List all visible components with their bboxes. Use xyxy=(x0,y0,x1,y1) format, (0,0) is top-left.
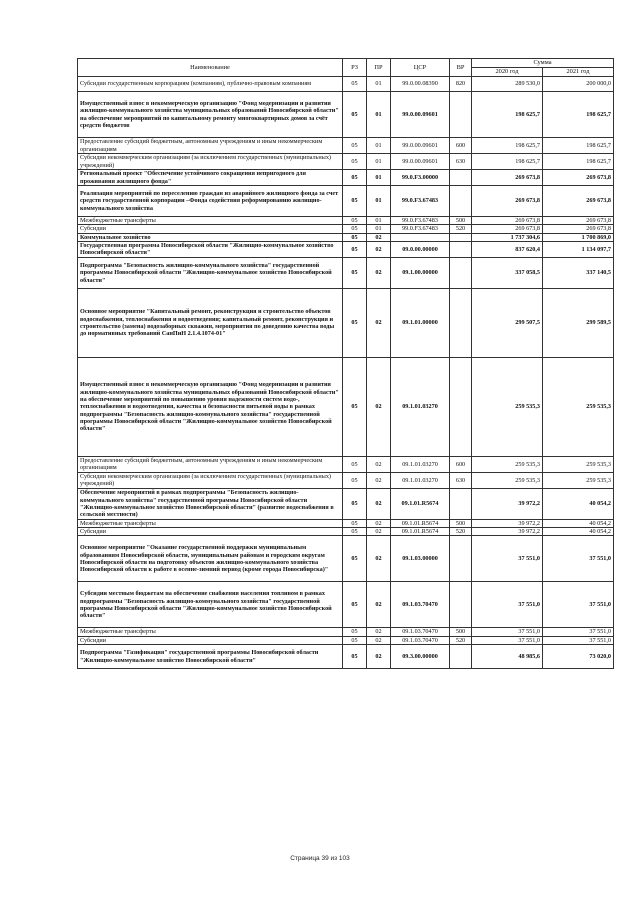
table-row xyxy=(78,170,614,186)
row-csr-cell: 09.1.01.00000 xyxy=(391,288,450,357)
row-sum-2021-cell: 37 551,0 xyxy=(543,536,614,582)
row-pr-cell: 02 xyxy=(367,472,391,488)
row-pr-cell: 02 xyxy=(367,528,391,536)
row-pr-cell: 02 xyxy=(367,519,391,527)
row-pr-cell: 01 xyxy=(367,154,391,170)
row-sum-2020-cell: 39 972,2 xyxy=(472,519,543,527)
table-row xyxy=(78,154,614,170)
row-pr-cell: 02 xyxy=(367,288,391,357)
row-pr-cell: 02 xyxy=(367,257,391,288)
row-pr-cell: 01 xyxy=(367,92,391,138)
row-name-cell: Региональный проект "Обеспечение устойчивого сокращения непригодного для проживания жилищного фонда" xyxy=(78,170,343,186)
row-name-cell: Реализация мероприятий по переселению граждан из аварийного жилищного фонда за счет средств государственной корпорации –Фонда содействия реформированию жилищно-коммунального хозяйства xyxy=(78,186,343,217)
header-sum: Сумма xyxy=(472,59,614,68)
row-csr-cell: 09.1.01.R5674 xyxy=(391,488,450,519)
row-csr-cell xyxy=(391,233,450,241)
table-body xyxy=(78,77,614,669)
row-csr-cell: 99.0.F3.67483 xyxy=(391,225,450,233)
row-name-cell: Коммунальное хозяйство xyxy=(78,233,343,241)
row-pr-cell: 02 xyxy=(367,488,391,519)
header-year-2020: 2020 год xyxy=(472,68,543,77)
row-vr-cell xyxy=(450,170,472,186)
row-sum-2021-cell: 269 673,8 xyxy=(543,225,614,233)
header-pr: ПР xyxy=(367,59,391,77)
row-csr-cell: 09.1.03.70470 xyxy=(391,582,450,628)
row-name-cell: Субсидии местным бюджетам на обеспечение снабжения населения топливом в рамках подпрограммы "Безопасность жилищно-коммунального хозяйства" государственной программы Новосибирской области "Жилищно-коммунальное хозяйство Новосибирской области" xyxy=(78,582,343,628)
row-sum-2020-cell: 198 625,7 xyxy=(472,92,543,138)
row-vr-cell xyxy=(450,186,472,217)
row-pr-cell: 02 xyxy=(367,645,391,669)
row-name-cell: Субсидии xyxy=(78,636,343,644)
row-name-cell: Имущественный взнос в некоммерческую организацию "Фонд модернизации и развития жилищно-коммунального хозяйства муниципальных образований Новосибирской области" на обеспечение мероприятий по капитальному ремонту многоквартирных домов за счёт средств бюджетов xyxy=(78,92,343,138)
row-name-cell: Субсидии xyxy=(78,528,343,536)
row-sum-2021-cell: 299 589,5 xyxy=(543,288,614,357)
row-sum-2021-cell: 198 625,7 xyxy=(543,154,614,170)
row-rz-cell: 05 xyxy=(343,217,367,225)
row-name-cell: Подпрограмма "Газификация" государственной программы Новосибирской области "Жилищно-коммунальное хозяйство Новосибирской области" xyxy=(78,645,343,669)
row-name-cell: Межбюджетные трансферты xyxy=(78,217,343,225)
table-row xyxy=(78,288,614,357)
row-sum-2020-cell: 37 551,0 xyxy=(472,636,543,644)
header-name: Наименование xyxy=(78,59,343,77)
row-pr-cell: 01 xyxy=(367,138,391,154)
row-rz-cell: 05 xyxy=(343,582,367,628)
row-csr-cell: 99.0.00.08390 xyxy=(391,77,450,92)
table-row xyxy=(78,519,614,527)
row-vr-cell xyxy=(450,488,472,519)
row-name-cell: Субсидии некоммерческим организациям (за исключением государственных (муниципальных) учреждений) xyxy=(78,154,343,170)
row-sum-2020-cell: 37 551,0 xyxy=(472,628,543,636)
table-row xyxy=(78,472,614,488)
row-vr-cell: 520 xyxy=(450,225,472,233)
row-pr-cell: 02 xyxy=(367,636,391,644)
row-vr-cell xyxy=(450,241,472,257)
row-sum-2020-cell: 299 507,5 xyxy=(472,288,543,357)
row-rz-cell: 05 xyxy=(343,519,367,527)
row-rz-cell: 05 xyxy=(343,241,367,257)
row-sum-2020-cell: 37 551,0 xyxy=(472,582,543,628)
row-csr-cell: 99.0.00.09601 xyxy=(391,138,450,154)
row-sum-2021-cell: 259 535,3 xyxy=(543,472,614,488)
row-sum-2020-cell: 1 737 304,6 xyxy=(472,233,543,241)
row-sum-2021-cell: 37 551,0 xyxy=(543,582,614,628)
row-vr-cell: 600 xyxy=(450,456,472,472)
row-rz-cell: 05 xyxy=(343,154,367,170)
row-vr-cell: 630 xyxy=(450,472,472,488)
row-csr-cell: 99.0.F3.67483 xyxy=(391,217,450,225)
row-sum-2020-cell: 269 673,8 xyxy=(472,217,543,225)
row-pr-cell: 02 xyxy=(367,357,391,456)
row-vr-cell: 630 xyxy=(450,154,472,170)
row-sum-2020-cell: 269 673,8 xyxy=(472,170,543,186)
row-sum-2021-cell: 198 625,7 xyxy=(543,138,614,154)
row-csr-cell: 09.1.01.03270 xyxy=(391,357,450,456)
row-csr-cell: 09.1.01.03270 xyxy=(391,456,450,472)
row-sum-2021-cell: 37 551,0 xyxy=(543,628,614,636)
row-vr-cell: 520 xyxy=(450,528,472,536)
row-sum-2020-cell: 837 620,4 xyxy=(472,241,543,257)
table-row xyxy=(78,645,614,669)
table-row xyxy=(78,488,614,519)
row-rz-cell: 05 xyxy=(343,645,367,669)
row-csr-cell: 09.1.01.R5674 xyxy=(391,528,450,536)
row-name-cell: Основное мероприятие "Капитальный ремонт, реконструкция и строительство объектов водоснабжения, теплоснабжения и водоотведения; капитальный ремонт, реконструкция и строительство (замена) водозаборных скважин, мероприятия по доведению качества воды до нормативных требований СанПиН 2.1.4.1074-01" xyxy=(78,288,343,357)
table-row xyxy=(78,536,614,582)
row-sum-2020-cell: 337 058,5 xyxy=(472,257,543,288)
row-sum-2021-cell: 73 020,0 xyxy=(543,645,614,669)
row-rz-cell: 05 xyxy=(343,528,367,536)
row-vr-cell: 500 xyxy=(450,628,472,636)
row-name-cell: Государственная программа Новосибирской области "Жилищно-коммунальное хозяйство Новосибирской области" xyxy=(78,241,343,257)
row-sum-2020-cell: 269 673,8 xyxy=(472,225,543,233)
row-rz-cell: 05 xyxy=(343,488,367,519)
row-sum-2021-cell: 337 140,5 xyxy=(543,257,614,288)
row-csr-cell: 99.0.F3.00000 xyxy=(391,170,450,186)
row-sum-2020-cell: 198 625,7 xyxy=(472,154,543,170)
row-rz-cell: 05 xyxy=(343,636,367,644)
table-row xyxy=(78,628,614,636)
table-row xyxy=(78,217,614,225)
row-name-cell: Субсидии xyxy=(78,225,343,233)
row-rz-cell: 05 xyxy=(343,288,367,357)
row-rz-cell: 05 xyxy=(343,92,367,138)
row-csr-cell: 09.0.00.00000 xyxy=(391,241,450,257)
row-sum-2021-cell: 1 700 869,0 xyxy=(543,233,614,241)
row-csr-cell: 09.1.01.03270 xyxy=(391,472,450,488)
row-pr-cell: 02 xyxy=(367,233,391,241)
row-sum-2020-cell: 269 673,8 xyxy=(472,186,543,217)
row-name-cell: Межбюджетные трансферты xyxy=(78,519,343,527)
row-sum-2021-cell: 269 673,8 xyxy=(543,217,614,225)
row-sum-2021-cell: 37 551,0 xyxy=(543,636,614,644)
row-sum-2020-cell: 259 535,3 xyxy=(472,472,543,488)
row-name-cell: Имущественный взнос в некоммерческую организацию "Фонд модернизации и развития жилищно-коммунального хозяйства муниципальных образований Новосибирской области" на обеспечение мероприятий по повышению уровня надежности систем водо-, теплоснабжения и водоотведения, качества и безопасности питьевой воды в рамках подпрограммы "Безопасность жилищно-коммунального хозяйства" государственной программы Новосибирской области "Жилищно-коммунальное хозяйство Новосибирской области" xyxy=(78,357,343,456)
row-rz-cell: 05 xyxy=(343,472,367,488)
row-sum-2021-cell: 269 673,8 xyxy=(543,170,614,186)
row-sum-2021-cell: 259 535,3 xyxy=(543,456,614,472)
row-sum-2020-cell: 48 985,6 xyxy=(472,645,543,669)
row-sum-2021-cell: 259 535,3 xyxy=(543,357,614,456)
row-rz-cell: 05 xyxy=(343,225,367,233)
row-sum-2021-cell: 1 134 097,7 xyxy=(543,241,614,257)
row-sum-2021-cell: 40 054,2 xyxy=(543,519,614,527)
page-number: Страница 39 из 103 xyxy=(290,855,350,862)
row-csr-cell: 09.1.01.R5674 xyxy=(391,519,450,527)
budget-table-container xyxy=(77,58,613,669)
table-row xyxy=(78,528,614,536)
row-name-cell: Предоставление субсидий бюджетным, автономным учреждениям и иным некоммерческим организациям xyxy=(78,456,343,472)
row-csr-cell: 09.1.03.00000 xyxy=(391,536,450,582)
table-row xyxy=(78,257,614,288)
row-pr-cell: 01 xyxy=(367,217,391,225)
row-vr-cell: 500 xyxy=(450,519,472,527)
row-vr-cell xyxy=(450,92,472,138)
row-csr-cell: 99.0.00.09601 xyxy=(391,92,450,138)
row-sum-2020-cell: 39 972,2 xyxy=(472,488,543,519)
row-vr-cell: 820 xyxy=(450,77,472,92)
row-vr-cell xyxy=(450,645,472,669)
row-vr-cell xyxy=(450,288,472,357)
row-rz-cell: 05 xyxy=(343,186,367,217)
row-pr-cell: 02 xyxy=(367,582,391,628)
row-name-cell: Основное мероприятие "Оказание государственной поддержки муниципальным образованиям Новосибирской области, муниципальным районам и городским округам Новосибирской области на подготовку объектов жилищно-коммунального хозяйства Новосибирской области к работе в осенне-зимний период (кроме города Новосибирска)" xyxy=(78,536,343,582)
row-rz-cell: 05 xyxy=(343,77,367,92)
row-sum-2021-cell: 198 625,7 xyxy=(543,92,614,138)
budget-table xyxy=(77,58,614,669)
row-pr-cell: 02 xyxy=(367,456,391,472)
row-vr-cell: 520 xyxy=(450,636,472,644)
row-sum-2021-cell: 40 054,2 xyxy=(543,528,614,536)
row-csr-cell: 09.1.03.70470 xyxy=(391,636,450,644)
table-row xyxy=(78,357,614,456)
header-vr: ВР xyxy=(450,59,472,77)
row-rz-cell: 05 xyxy=(343,536,367,582)
row-vr-cell: 600 xyxy=(450,138,472,154)
table-row xyxy=(78,636,614,644)
table-row xyxy=(78,233,614,241)
header-year-2021: 2021 год xyxy=(543,68,614,77)
row-sum-2020-cell: 259 535,3 xyxy=(472,456,543,472)
table-row xyxy=(78,186,614,217)
row-pr-cell: 02 xyxy=(367,628,391,636)
row-csr-cell: 09.1.03.70470 xyxy=(391,628,450,636)
row-csr-cell: 99.0.00.09601 xyxy=(391,154,450,170)
table-row xyxy=(78,92,614,138)
row-csr-cell: 09.3.00.00000 xyxy=(391,645,450,669)
row-pr-cell: 01 xyxy=(367,77,391,92)
row-pr-cell: 01 xyxy=(367,170,391,186)
row-rz-cell: 05 xyxy=(343,257,367,288)
row-pr-cell: 02 xyxy=(367,241,391,257)
row-rz-cell: 05 xyxy=(343,456,367,472)
row-name-cell: Субсидии государственным корпорациям (компаниям), публично-правовым компаниям xyxy=(78,77,343,92)
row-name-cell: Подпрограмма "Безопасность жилищно-коммунального хозяйства" государственной программы Новосибирской области "Жилищно-коммунальное хозяйство Новосибирской области" xyxy=(78,257,343,288)
row-vr-cell xyxy=(450,536,472,582)
row-sum-2021-cell: 269 673,8 xyxy=(543,186,614,217)
row-sum-2020-cell: 198 625,7 xyxy=(472,138,543,154)
row-csr-cell: 09.1.00.00000 xyxy=(391,257,450,288)
row-rz-cell: 05 xyxy=(343,628,367,636)
row-sum-2020-cell: 289 530,0 xyxy=(472,77,543,92)
header-rz: РЗ xyxy=(343,59,367,77)
table-row xyxy=(78,138,614,154)
header-csr: ЦСР xyxy=(391,59,450,77)
row-rz-cell: 05 xyxy=(343,357,367,456)
row-vr-cell: 500 xyxy=(450,217,472,225)
row-vr-cell xyxy=(450,582,472,628)
row-sum-2021-cell: 200 000,0 xyxy=(543,77,614,92)
row-sum-2021-cell: 40 054,2 xyxy=(543,488,614,519)
row-rz-cell: 05 xyxy=(343,138,367,154)
row-name-cell: Обеспечение мероприятий в рамках подпрограммы "Безопасность жилищно-коммунального хозяйства" государственной программы Новосибирской области "Жилищно-коммунальное хозяйство Новосибирской области" (развитие водоснабжения в сельской местности) xyxy=(78,488,343,519)
row-vr-cell xyxy=(450,233,472,241)
table-row xyxy=(78,241,614,257)
row-pr-cell: 02 xyxy=(367,536,391,582)
row-rz-cell: 05 xyxy=(343,233,367,241)
row-pr-cell: 01 xyxy=(367,225,391,233)
row-pr-cell: 01 xyxy=(367,186,391,217)
row-sum-2020-cell: 259 535,3 xyxy=(472,357,543,456)
table-row xyxy=(78,225,614,233)
row-vr-cell xyxy=(450,257,472,288)
row-name-cell: Субсидии некоммерческим организациям (за исключением государственных (муниципальных) учреждений) xyxy=(78,472,343,488)
row-sum-2020-cell: 39 972,2 xyxy=(472,528,543,536)
row-vr-cell xyxy=(450,357,472,456)
row-name-cell: Межбюджетные трансферты xyxy=(78,628,343,636)
row-sum-2020-cell: 37 551,0 xyxy=(472,536,543,582)
table-row xyxy=(78,582,614,628)
table-row xyxy=(78,456,614,472)
table-row xyxy=(78,77,614,92)
row-csr-cell: 99.0.F3.67483 xyxy=(391,186,450,217)
row-rz-cell: 05 xyxy=(343,170,367,186)
row-name-cell: Предоставление субсидий бюджетным, автономным учреждениям и иным некоммерческим организациям xyxy=(78,138,343,154)
